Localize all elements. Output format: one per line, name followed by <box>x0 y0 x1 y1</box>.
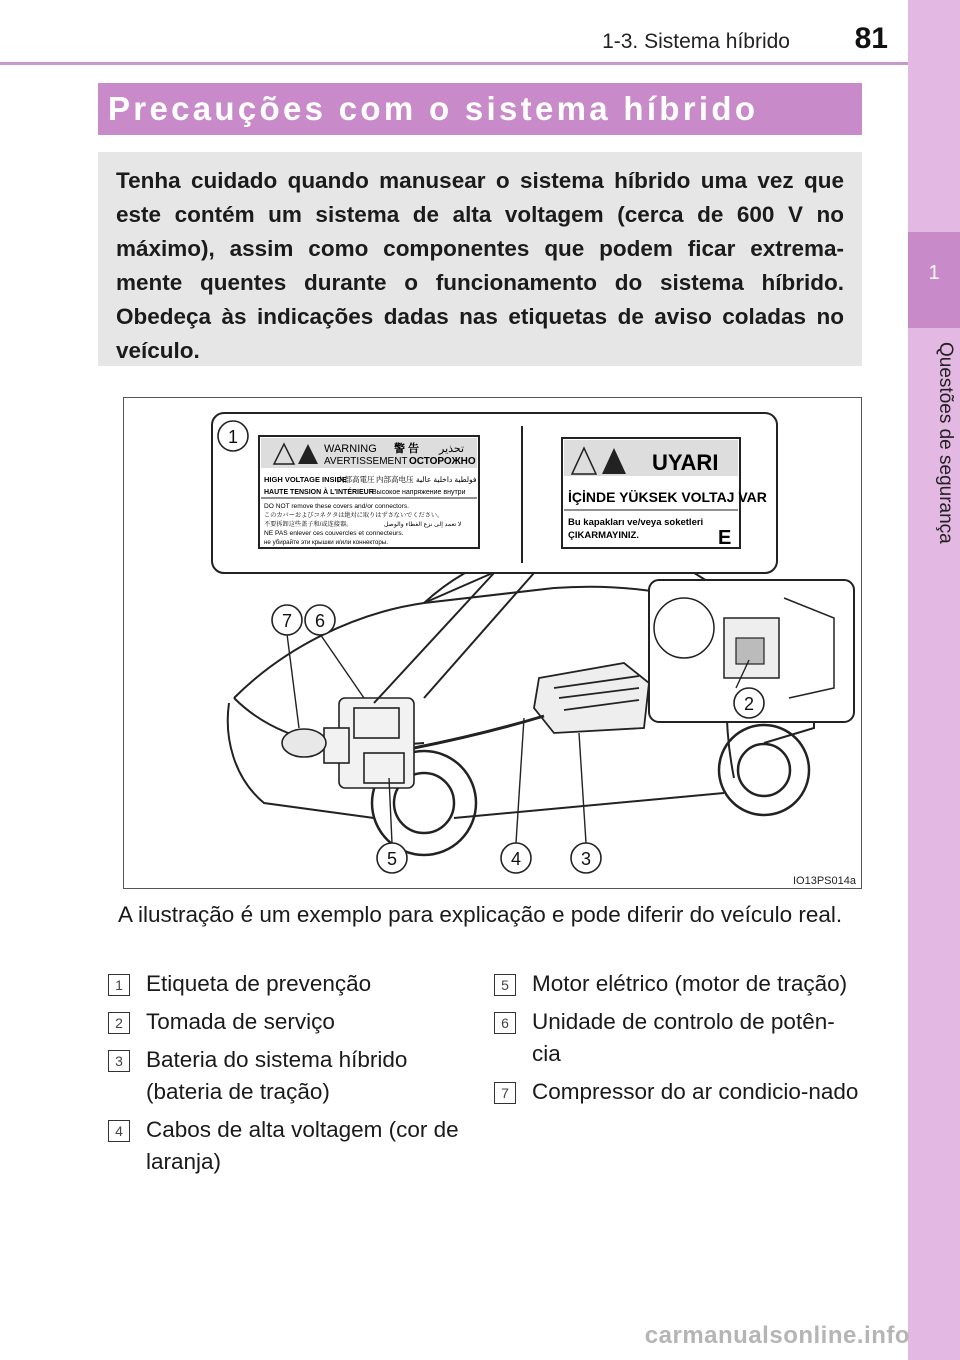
legend-item <box>494 1076 862 1108</box>
label-line-en: DO NOT remove these covers and/or connectors. <box>264 503 410 510</box>
label-ostorozhno: ОСТОРОЖНО <box>409 456 476 467</box>
callout-1: 1 <box>227 427 239 447</box>
page-title: Precauções com o sistema híbrido <box>108 90 759 127</box>
legend-item <box>108 1006 486 1038</box>
label-line-jp: このカバーおよびコネクタは絶対に取りはずさないでください。 <box>264 512 444 519</box>
label-warning-text: WARNING <box>324 443 377 455</box>
header-rule <box>0 62 908 65</box>
intro-text: Tenha cuidado quando manusear o sistema híbrido uma vez que este contém um sistema de alta voltagem (cerca de 600 V no máximo), assim como componentes que podem ficar extrema-mente quentes durante o funcionamento do sistema híbrido. Obedeça às indicações dadas nas etiquetas de aviso coladas no veículo. <box>116 168 844 363</box>
chapter-number: 1 <box>928 262 940 284</box>
legend-item <box>108 1044 486 1108</box>
label-turkish-line3: ÇIKARMAYINIZ. <box>568 530 639 541</box>
legend-number: 5 <box>494 974 516 996</box>
intro-box <box>98 152 862 366</box>
label-hv-inside: HIGH VOLTAGE INSIDE <box>264 475 348 484</box>
label-hv-jp: 内部高電圧 <box>337 475 375 484</box>
label-hv-cn: 内部高电压 <box>376 475 414 484</box>
callout-3: 3 <box>580 849 592 869</box>
legend-number: 3 <box>108 1050 130 1072</box>
label-hv-ru: Высокое напряжение внутри <box>372 489 466 496</box>
watermark: carmanualsonline.info <box>644 1322 910 1349</box>
callout-7: 7 <box>281 611 293 631</box>
legend-text: Cabos de alta voltagem (cor de laranja) <box>146 1117 459 1174</box>
label-hv-ar: فولطية داخلية عالية <box>416 475 477 484</box>
label-line-fr: NE PAS enlever ces couvercles et connecteurs. <box>264 530 404 537</box>
legend-text: Motor elétrico (motor de tração) <box>532 971 848 996</box>
label-letter-e: E <box>718 527 732 549</box>
legend-number: 2 <box>108 1012 130 1034</box>
illustration-caption: A ilustração é um exemplo para explicação e pode diferir do veículo real. <box>118 902 843 927</box>
legend-right-column <box>494 968 862 1114</box>
legend-number: 4 <box>108 1120 130 1142</box>
callout-2: 2 <box>743 694 755 714</box>
legend-item <box>108 968 486 1000</box>
legend-number: 7 <box>494 1082 516 1104</box>
page-number: 81 <box>854 22 888 55</box>
legend-number: 1 <box>108 974 130 996</box>
power-control-unit <box>324 698 414 788</box>
section-title: 1-3. Sistema híbrido <box>602 30 790 53</box>
chapter-side-tab <box>908 0 960 1360</box>
warning-labels-callout-box <box>212 413 777 573</box>
callout-4: 4 <box>510 849 522 869</box>
callout-6: 6 <box>314 611 326 631</box>
label-turkish-line1: İÇİNDE YÜKSEK VOLTAJ VAR <box>568 489 767 505</box>
car-side-sill <box>454 793 724 818</box>
label-line-ar: لا تعمد إلى نزع الغطاء والوصل <box>384 521 462 528</box>
hybrid-battery <box>534 663 649 733</box>
label-line-cn: 不要拆卸这些盖子和/或连接器。 <box>264 521 353 528</box>
legend-number: 6 <box>494 1012 516 1034</box>
ac-compressor <box>282 729 326 757</box>
label-haute-tension: HAUTE TENSION À L'INTÉRIEUR <box>264 489 374 496</box>
legend-text: Unidade de controlo de potên-cia <box>532 1009 835 1066</box>
label-warning-ar: تحذير <box>439 443 465 455</box>
label-uyari: UYARI <box>652 450 719 475</box>
label-turkish-line2: Bu kapakları ve/veya soketleri <box>568 517 704 528</box>
legend-item <box>494 968 862 1000</box>
callout-5: 5 <box>386 849 398 869</box>
legend-text: Tomada de serviço <box>146 1009 335 1034</box>
legend-text: Compressor do ar condicio-nado <box>532 1079 859 1104</box>
chapter-label: Questões de segurança <box>935 342 956 544</box>
label-line-ru: не убирайте эти крышки и/или коннекторы. <box>264 539 388 546</box>
legend-item <box>108 1114 486 1178</box>
legend-text: Bateria do sistema híbrido (bateria de tração) <box>146 1047 408 1104</box>
legend-text: Etiqueta de prevenção <box>146 971 372 996</box>
legend-left-column <box>108 968 486 1184</box>
hybrid-system-illustration <box>123 397 862 889</box>
legend-item <box>494 1006 862 1070</box>
label-avertissement: AVERTISSEMENT <box>324 456 408 467</box>
illustration-code: IO13PS014a <box>793 875 856 887</box>
label-warning-cn: 警 告 <box>394 443 420 455</box>
